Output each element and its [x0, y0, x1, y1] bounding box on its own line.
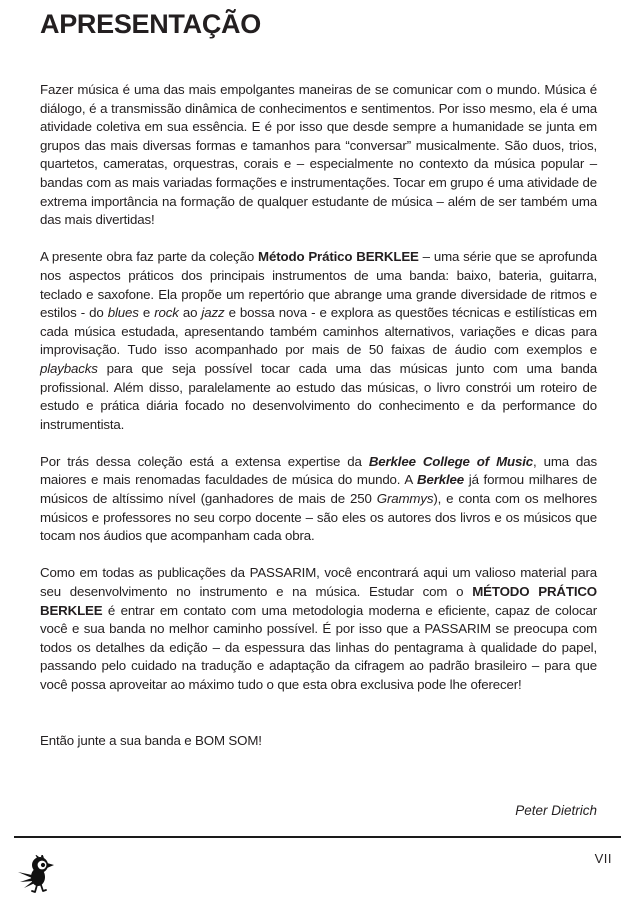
footer-rule [14, 836, 621, 838]
page-title: APRESENTAÇÃO [40, 9, 261, 39]
intro-paragraph: Fazer música é uma das mais empolgantes maneiras de se comunicar com o mundo. Música é diálogo, é a transmissão dinâmica de conhecimentos e sentimentos. Por isso mesmo, ela é uma atividade coletiva em sua essência. E é por isso que desde sempre a humanidade se junta em grupos das mais diversas formas e tamanhos para “conversar” musicalmente. São duos, trios, quartetos, cameratas, orquestras, corais e – especialmente no contexto da música popular – bandas com as mais variadas formações e instrumentações. Tocar em grupo é uma atividade de extrema importância na formação de qualquer estudante de música – além de ser também uma das mais divertidas! [40, 82, 597, 228]
author-signature: Peter Dietrich [515, 803, 597, 819]
closing-line: Então junte a sua banda e BOM SOM! [40, 732, 262, 748]
berklee-paragraph: Por trás dessa coleção está a extensa expertise da Berklee College of Music, uma das maiores e mais renomadas faculdades de música do mundo. A Berklee já formou milhares de músicos de altíssimo nível (ganhadores de mais de 250 Grammys), e conta com os melhores músicos e professores no seu corpo docente – são eles os autores dos livros e os músicos que tocam nos áudios que acompanham cada obra. [40, 453, 598, 544]
collection-paragraph: A presente obra faz parte da coleção Método Prático BERKLEE – uma série que se aprofunda nos aspectos práticos dos principais instrumentos de uma banda: baixo, bateria, guitarra, teclado e saxofone. Ela propõe um repertório que abrange uma grande diversidade de ritmos e estilos - do blues e rock ao jazz e bossa nova - e explora as questões técnicas e estilísticas em cada música estudada, apresentando também caminhos alternativos, variações e dicas para improvisação. Tudo isso acompanhado por mais de 50 faixas de áudio com exemplos e playbacks para que seja possível tocar cada uma das músicas junto com uma banda profissional. Além disso, paralelamente ao estudo das músicas, o livro constrói um roteiro de estudo e prática diária focado no desenvolvimento do conhecimento e da performance do instrumentista. [40, 249, 597, 432]
passarim-bird-logo-icon [18, 855, 58, 893]
passarim-paragraph: Como em todas as publicações da PASSARIM, você encontrará aqui um valioso material para seu desenvolvimento no instrumento e na música. Estudar com o MÉTODO PRÁTICO BERKLEE é entrar em contato com uma metodologia moderna e eficiente, capaz de colocar você e sua banda no melhor caminho possível. É por isso que a PASSARIM se preocupa com todos os detalhes da edição – da espessura das linhas do pentagrama à qualidade do papel, passando pelo cuidado na tradução e adaptação da cifragem ao padrão brasileiro – para que você possa aproveitar ao máximo tudo o que esta obra exclusiva pode lhe oferecer! [40, 565, 598, 692]
page-number: VII [594, 851, 612, 866]
page-content [40, 9, 597, 818]
